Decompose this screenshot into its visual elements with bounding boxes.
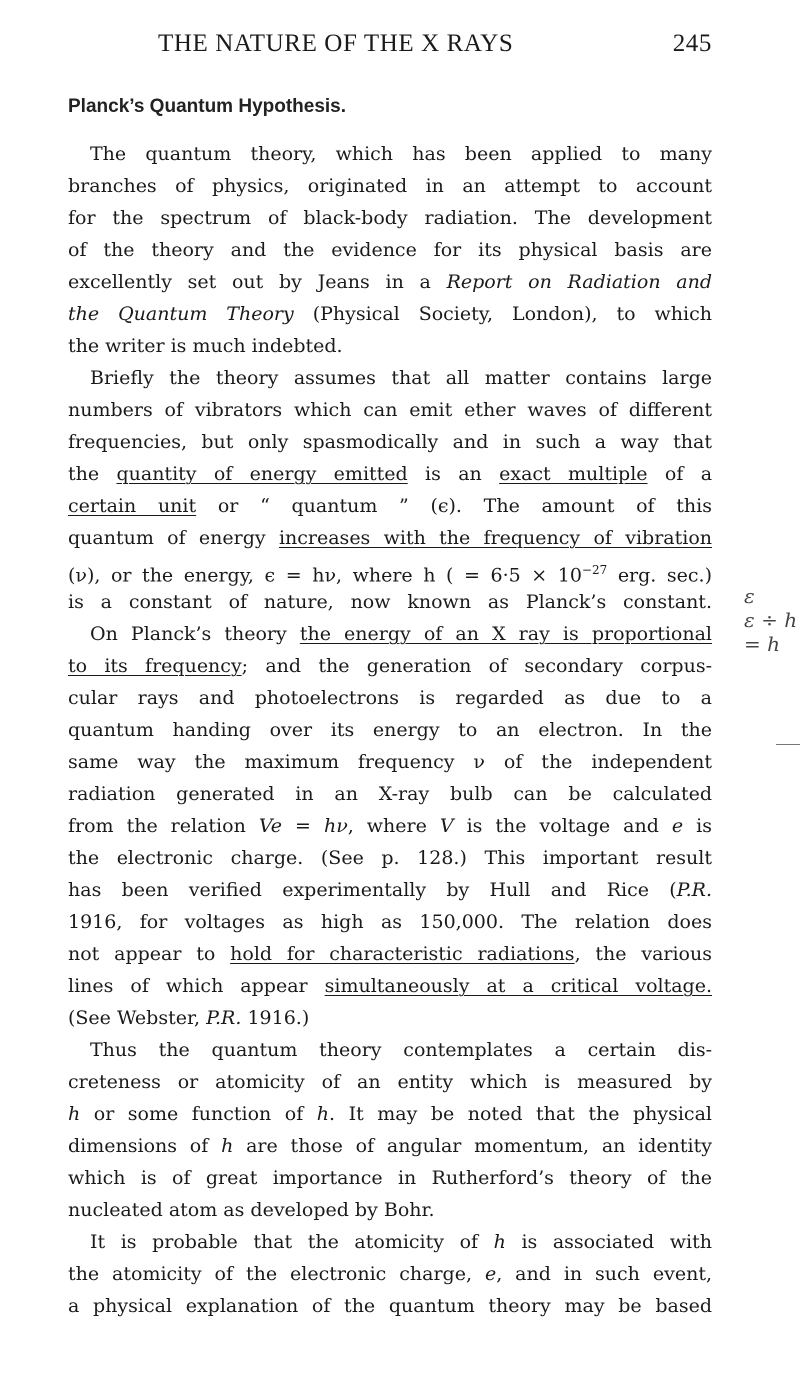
text-line: to its frequency; and the generation of secondary corpus-: [68, 655, 712, 677]
text-line: not appear to hold for characteristic radiations, the various: [68, 943, 712, 965]
text-line: a physical explanation of the quantum theory may be based: [68, 1295, 712, 1317]
text-line: frequencies, but only spasmodically and in such a way that: [68, 431, 712, 453]
text-line: creteness or atomicity of an entity which is measured by: [68, 1071, 712, 1093]
text-line: the atomicity of the electronic charge, e, and in such event,: [68, 1263, 712, 1285]
text-line: which is of great importance in Rutherford’s theory of the: [68, 1167, 712, 1189]
page-header: [68, 30, 712, 70]
text-line: certain unit or “ quantum ” (ϵ). The amount of this: [68, 495, 712, 517]
text-line: 1916, for voltages as high as 150,000. The relation does: [68, 911, 712, 933]
text-line: (ν), or the energy, ϵ = hν, where h ( = $6\cdot 5 \times 10^{-27}$ erg. sec.): [68, 563, 712, 587]
margin-note: ɛ: [744, 584, 755, 608]
text-line: of the theory and the evidence for its physical basis are: [68, 239, 712, 261]
margin-annotation: [744, 584, 800, 664]
text-line: branches of physics, originated in an attempt to account: [68, 175, 712, 197]
text-line: the electronic charge. (See p. 128.) This important result: [68, 847, 712, 869]
text-line: lines of which appear simultaneously at a critical voltage.: [68, 975, 712, 997]
text-line: Briefly the theory assumes that all matter contains large: [90, 367, 712, 389]
section-heading: Planck’s Quantum Hypothesis.: [68, 96, 347, 117]
running-title: THE NATURE OF THE X RAYS: [158, 30, 514, 57]
text-line: quantum handing over its energy to an electron. In the: [68, 719, 712, 741]
body-text: [68, 138, 712, 1322]
text-line: from the relation Ve = hν, where V is the voltage and e is: [68, 815, 712, 837]
text-line: Thus the quantum theory contemplates a certain dis-: [90, 1039, 712, 1061]
page-number: 245: [672, 30, 712, 57]
text-line: the writer is much indebted.: [68, 335, 343, 357]
text-line: for the spectrum of black-body radiation. The development: [68, 207, 712, 229]
text-line: cular rays and photoelectrons is regarded as due to a: [68, 687, 712, 709]
margin-rule: [776, 744, 800, 745]
text-line: The quantum theory, which has been applied to many: [90, 143, 712, 165]
margin-note: = h: [744, 632, 780, 656]
text-line: quantum of energy increases with the frequency of vibration: [68, 527, 712, 549]
text-line: dimensions of h are those of angular momentum, an identity: [68, 1135, 712, 1157]
text-line: It is probable that the atomicity of h is associated with: [90, 1231, 712, 1253]
margin-note: ɛ ÷ h: [744, 608, 798, 632]
text-line: On Planck’s theory the energy of an X ray is proportional: [90, 623, 712, 645]
text-line: same way the maximum frequency ν of the independent: [68, 751, 712, 773]
text-line: excellently set out by Jeans in a Report on Radiation and: [68, 271, 712, 293]
text-line: has been verified experimentally by Hull and Rice (P.R.: [68, 879, 712, 901]
text-line: the Quantum Theory (Physical Society, London), to which: [68, 303, 712, 325]
text-line: nucleated atom as developed by Bohr.: [68, 1199, 435, 1221]
text-line: radiation generated in an X-ray bulb can be calculated: [68, 783, 712, 805]
text-line: (See Webster, P.R. 1916.): [68, 1007, 310, 1029]
text-line: is a constant of nature, now known as Planck’s constant.: [68, 591, 712, 613]
text-line: the quantity of energy emitted is an exact multiple of a: [68, 463, 713, 485]
text-line: numbers of vibrators which can emit ether waves of different: [68, 399, 712, 421]
text-line: h or some function of h. It may be noted that the physical: [68, 1103, 712, 1125]
